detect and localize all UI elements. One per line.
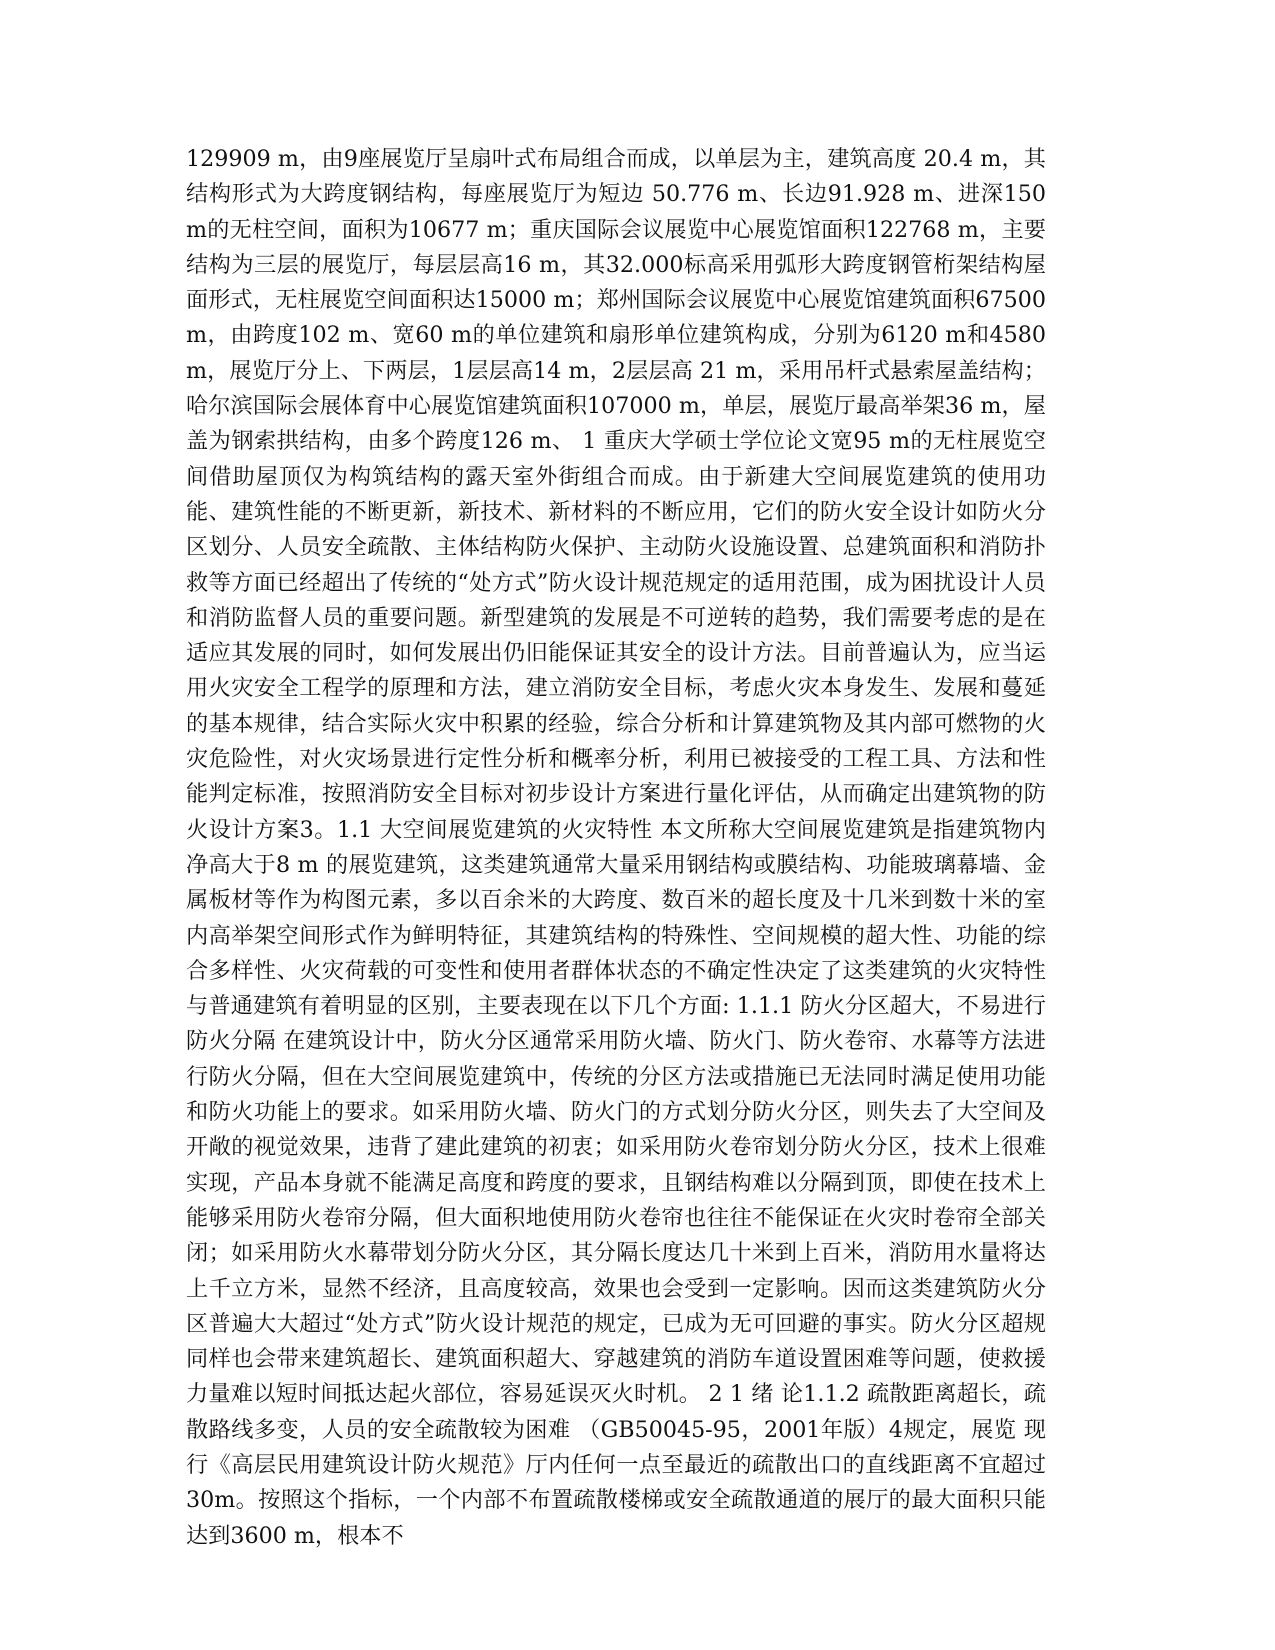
body-paragraph: 129909 m，由9座展览厅呈扇叶式布局组合而成，以单层为主，建筑高度 20.4 m，其结构形式为大跨度钢结构，每座展览厅为短边 50.776 m、长边91.928 m、进深150 m的无柱空间，面积为10677 m；重庆国际会议展览中心展览馆面积122768 m，主要结构为三层的展览厅，每层层高16 m，其32.000标高采用弧形大跨度钢管桁架结构屋面形式，无柱展览空间面积达15000 m；郑州国际会议展览中心展览馆建筑面积67500 m，由跨度102 m、宽60 m的单位建筑和扇形单位建筑构成，分别为6120 m和4580 m，展览厅分上、下两层，1层层高14 m，2层层高 21 m，采用吊杆式悬索屋盖结构；哈尔滨国际会展体育中心展览馆建筑面积107000 m，单层，展览厅最高举架36 m，屋盖为钢索拱结构，由多个跨度126 m、 1 重庆大学硕士学位论文宽95 m的无柱展览空间借助屋顶仅为构筑结构的露天室外街组合而成。由于新建大空间展览建筑的使用功能、建筑性能的不断更新，新技术、新材料的不断应用，它们的防火安全设计如防火分区划分、人员安全疏散、主体结构防火保护、主动防火设施设置、总建筑面积和消防扑救等方面已经超出了传统的“处方式”防火设计规范规定的适用范围，成为困扰设计人员和消防监督人员的重要问题。新型建筑的发展是不可逆转的趋势，我们需要考虑的是在适应其发展的同时，如何发展出仍旧能保证其安全的设计方法。目前普遍认为，应当运用火灾安全工程学的原理和方法，建立消防安全目标，考虑火灾本身发生、发展和蔓延的基本规律，结合实际火灾中积累的经验，综合分析和计算建筑物及其内部可燃物的火灾危险性，对火灾场景进行定性分析和概率分析，利用已被接受的工程工具、方法和性能判定标准，按照消防安全目标对初步设计方案进行量化评估，从而确定出建筑物的防火设计方案3。1.1 大空间展览建筑的火灾特性 本文所称大空间展览建筑是指建筑物内净高大于8 m 的展览建筑，这类建筑通常大量采用钢结构或膜结构、功能玻璃幕墙、金属板材等作为构图元素，多以百余米的大跨度、数百米的超长度及十几米到数十米的室内高举架空间形式作为鲜明特征，其建筑结构的特殊性、空间规模的超大性、功能的综合多样性、火灾荷载的可变性和使用者群体状态的不确定性决定了这类建筑的火灾特性与普通建筑有着明显的区别，主要表现在以下几个方面: 1.1.1 防火分区超大，不易进行防火分隔 在建筑设计中，防火分区通常采用防火墙、防火门、防火卷帘、水幕等方法进行防火分隔，但在大空间展览建筑中，传统的分区方法或措施已无法同时满足使用功能和防火功能上的要求。如采用防火墙、防火门的方式划分防火分区，则失去了大空间及开敞的视觉效果，违背了建此建筑的初衷；如采用防火卷帘划分防火分区，技术上很难实现，产品本身就不能满足高度和跨度的要求，且钢结构难以分隔到顶，即使在技术上能够采用防火卷帘分隔，但大面积地使用防火卷帘也往往不能保证在火灾时卷帘全部关闭；如采用防火水幕带划分防火分区，其分隔长度达几十米到上百米，消防用水量将达上千立方米，显然不经济，且高度较高，效果也会受到一定影响。因而这类建筑防火分区普遍大大超过“处方式”防火设计规范的规定，已成为无可回避的事实。防火分区超规同样也会带来建筑超长、建筑面积超大、穿越建筑的消防车道设置困难等问题，使救援力量难以短时间抵达起火部位，容易延误灭火时机。 2 1 绪 论1.1.2 疏散距离超长，疏散路线多变，人员的安全疏散较为困难 （GB50045-95，2001年版）4规定，展览 现行《高层民用建筑设计防火规范》厅内任何一点至最近的疏散出口的直线距离不宜超过 30m。按照这个指标，一个内部不布置疏散楼梯或安全疏散通道的展厅的最大面积只能达到3600 m，根本不 xyxy=(186,146,1046,1549)
